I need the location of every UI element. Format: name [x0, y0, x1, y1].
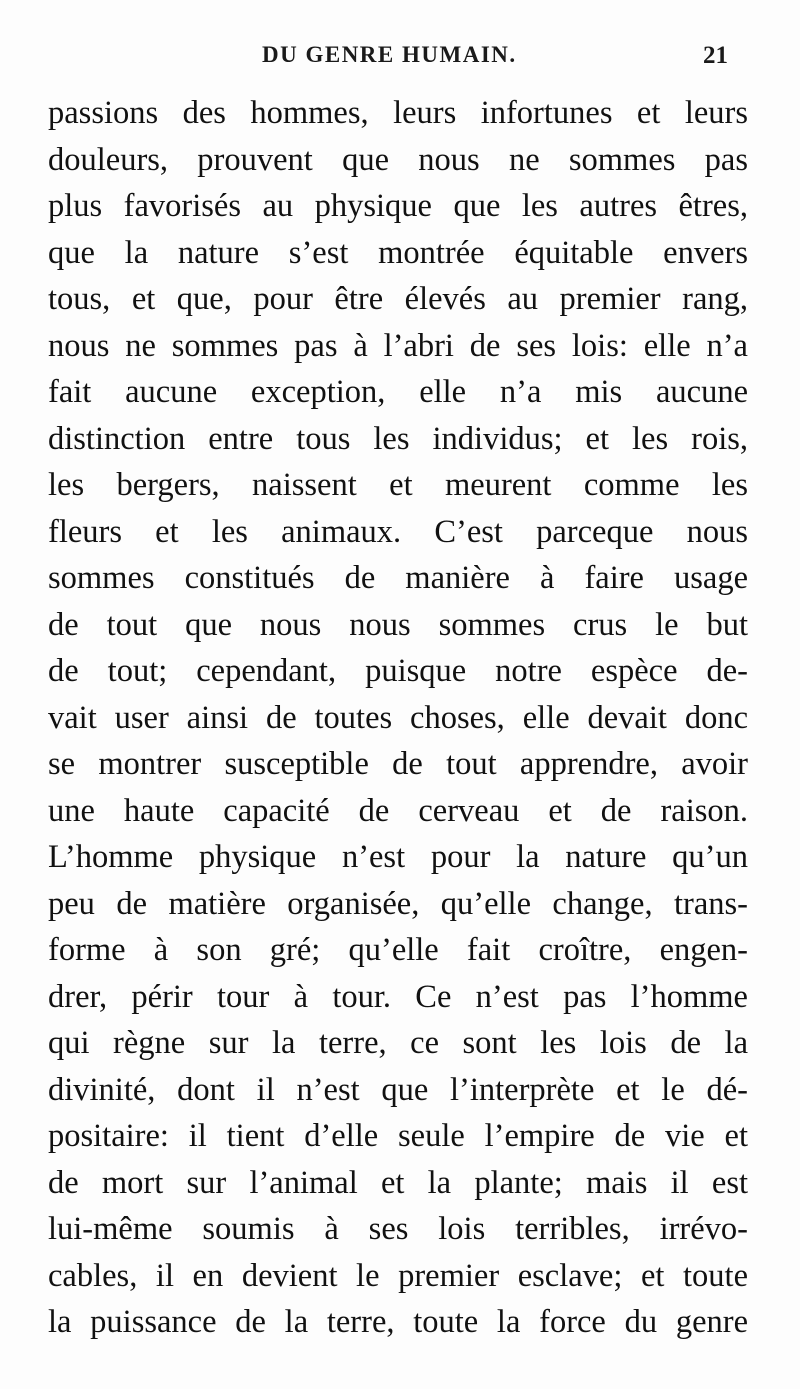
text-line: distinction entre tous les individus; et les rois, — [48, 420, 748, 457]
text-line: une haute capacité de cerveau et de raison. — [48, 792, 748, 829]
text-line: fait aucune exception, elle n’a mis aucune — [48, 374, 748, 410]
text-line: divinité, dont il n’est que l’interprète et le dé- — [48, 1071, 748, 1108]
text-line: la puissance de la terre, toute la force du genre — [48, 1304, 748, 1340]
text-line: forme à son gré; qu’elle fait croître, engen- — [48, 932, 748, 968]
text-line: peu de matière organisée, qu’elle change, trans- — [48, 885, 748, 922]
text-line: de mort sur l’animal et la plante; mais il est — [48, 1164, 748, 1201]
text-line: de tout que nous nous sommes crus le but — [48, 606, 748, 643]
text-line: positaire: il tient d’elle seule l’empire de vie et — [48, 1118, 748, 1154]
text-line: fleurs et les animaux. C’est parceque nous — [48, 513, 748, 550]
text-line: L’homme physique n’est pour la nature qu’un — [48, 839, 748, 875]
text-line: drer, périr tour à tour. Ce n’est pas l’homme — [48, 978, 748, 1015]
text-line: tous, et que, pour être élevés au premier rang, — [48, 281, 748, 317]
body-text — [48, 90, 748, 1346]
text-line: plus favorisés au physique que les autres êtres, — [48, 188, 748, 224]
text-line: passions des hommes, leurs infortunes et leurs — [48, 95, 748, 131]
running-title: DU GENRE HUMAIN. — [262, 42, 517, 67]
page-number: 21 — [703, 42, 728, 69]
text-line: qui règne sur la terre, ce sont les lois de la — [48, 1025, 748, 1061]
text-line: se montrer susceptible de tout apprendre, avoir — [48, 746, 748, 782]
text-line: lui-même soumis à ses lois terribles, irrévo- — [48, 1211, 748, 1247]
text-line: cables, il en devient le premier esclave; et toute — [48, 1257, 748, 1294]
text-line: nous ne sommes pas à l’abri de ses lois: elle n’a — [48, 327, 748, 364]
text-line: sommes constitués de manière à faire usage — [48, 560, 748, 596]
running-head — [0, 42, 800, 78]
text-line: vait user ainsi de toutes choses, elle devait donc — [48, 699, 748, 736]
text-line: que la nature s’est montrée équitable envers — [48, 234, 748, 271]
text-line: les bergers, naissent et meurent comme les — [48, 467, 748, 503]
text-line: de tout; cependant, puisque notre espèce de- — [48, 653, 748, 689]
text-line: douleurs, prouvent que nous ne sommes pas — [48, 141, 748, 178]
